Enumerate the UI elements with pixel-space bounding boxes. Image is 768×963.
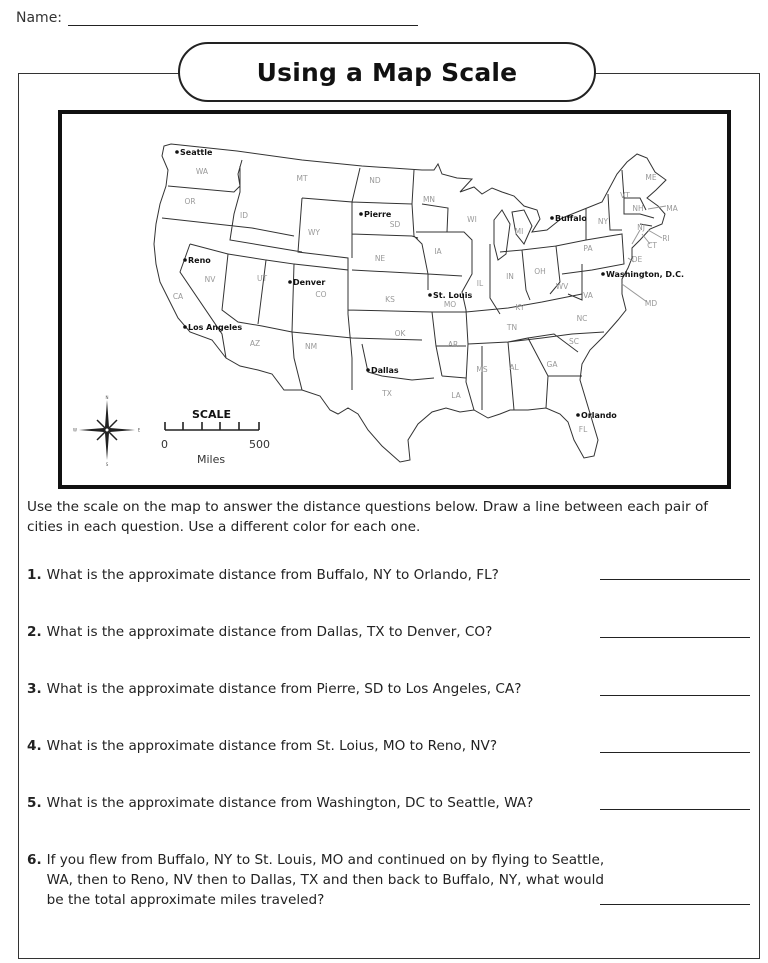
- state-label: FL: [578, 425, 588, 434]
- state-label: MT: [296, 174, 308, 183]
- state-label: KS: [385, 295, 395, 304]
- state-label: VA: [583, 291, 593, 300]
- city-marker: [601, 270, 684, 279]
- state-label: OR: [184, 197, 196, 206]
- state-label: MA: [666, 204, 678, 213]
- state-label: AR: [447, 340, 459, 349]
- state-label: SC: [569, 337, 579, 346]
- question-4: 4. What is the approximate distance from St. Loius, MO to Reno, NV?: [27, 738, 498, 754]
- state-label: MN: [422, 195, 436, 204]
- state-label: SD: [389, 220, 401, 229]
- answer-5-field[interactable]: [600, 809, 750, 810]
- question-1: 1. What is the approximate distance from Buffalo, NY to Orlando, FL?: [27, 567, 499, 583]
- scale-unit: Miles: [197, 453, 226, 466]
- state-label: CO: [315, 290, 327, 299]
- state-label: WI: [467, 215, 477, 224]
- svg-text:N: N: [105, 395, 109, 400]
- city-marker: [428, 291, 472, 300]
- state-label: VT: [620, 191, 630, 200]
- city-dot-icon: [175, 150, 179, 154]
- city-dot-icon: [576, 413, 580, 417]
- question-6: 6. If you flew from Buffalo, NY to St. Louis, MO and continued on by flying to Seattle, WA, then to Reno, NV then to Dallas, TX and then back to Buffalo, NY, what would be the total approximate miles traveled?: [27, 852, 605, 908]
- scale-min: 0: [161, 438, 168, 451]
- city-label: Los Angeles: [188, 323, 243, 332]
- page-title: Using a Map Scale: [256, 57, 518, 87]
- state-label: NV: [204, 275, 216, 284]
- name-row: [16, 9, 418, 26]
- state-label: NY: [597, 217, 609, 226]
- state-labels: [173, 167, 679, 434]
- state-label: TX: [382, 389, 392, 398]
- name-field[interactable]: [68, 9, 418, 26]
- city-label: Seattle: [180, 148, 213, 157]
- compass-rose-icon: [73, 395, 141, 467]
- city-dot-icon: [359, 212, 363, 216]
- state-label: WV: [555, 282, 569, 291]
- great-lakes: [494, 210, 532, 260]
- state-label: DE: [631, 255, 643, 264]
- state-label: NJ: [637, 223, 645, 232]
- svg-text:S: S: [105, 462, 109, 467]
- state-label: MI: [514, 227, 524, 236]
- state-label: MO: [443, 300, 457, 309]
- city-dot-icon: [288, 280, 292, 284]
- state-label: ME: [645, 173, 657, 182]
- city-marker: [183, 323, 242, 332]
- answer-1-field[interactable]: [600, 579, 750, 580]
- us-map: [58, 110, 731, 489]
- state-label: MD: [644, 299, 658, 308]
- state-label: IA: [434, 247, 442, 256]
- city-marker: [550, 214, 587, 223]
- state-label: WA: [195, 167, 209, 176]
- scale-max: 500: [249, 438, 270, 451]
- answer-2-field[interactable]: [600, 637, 750, 638]
- city-label: Washington, D.C.: [606, 270, 684, 279]
- state-label: ND: [369, 176, 381, 185]
- city-dot-icon: [183, 325, 187, 329]
- svg-text:E: E: [137, 427, 141, 433]
- city-marker: [366, 366, 399, 375]
- answer-6-field[interactable]: [600, 904, 750, 905]
- state-borders: [162, 160, 657, 410]
- state-label: OK: [394, 329, 406, 338]
- state-label: NE: [374, 254, 386, 263]
- city-dot-icon: [428, 293, 432, 297]
- state-label: CT: [647, 241, 657, 250]
- scale-title: SCALE: [192, 408, 232, 421]
- question-5: 5. What is the approximate distance from Washington, DC to Seattle, WA?: [27, 795, 534, 811]
- state-label: RI: [662, 234, 670, 243]
- state-label: MS: [476, 365, 488, 374]
- city-label: Buffalo: [555, 214, 587, 223]
- state-label: NC: [576, 314, 588, 323]
- state-label: NM: [304, 342, 318, 351]
- state-label: IL: [476, 279, 484, 288]
- state-label: WY: [308, 228, 320, 237]
- instructions: Use the scale on the map to answer the distance questions below. Draw a line between each pair of cities in each question. Use a different color for each one.: [27, 499, 709, 535]
- state-label: NH: [632, 204, 644, 213]
- state-label: UT: [256, 274, 268, 283]
- state-label: CA: [172, 292, 184, 301]
- city-dot-icon: [550, 216, 554, 220]
- city-marker: [175, 148, 213, 157]
- state-label: IN: [506, 272, 514, 281]
- question-3: 3. What is the approximate distance from Pierre, SD to Los Angeles, CA?: [27, 681, 522, 697]
- answer-4-field[interactable]: [600, 752, 750, 753]
- state-label: KY: [515, 303, 525, 312]
- state-label: ID: [240, 211, 248, 220]
- city-marker: [183, 256, 211, 265]
- us-map-svg: [62, 114, 727, 485]
- name-label: Name:: [16, 10, 63, 26]
- city-label: Orlando: [581, 411, 617, 420]
- city-marker: [288, 278, 325, 287]
- city-dot-icon: [601, 272, 605, 276]
- city-label: St. Louis: [433, 291, 473, 300]
- state-label: AZ: [249, 339, 261, 348]
- city-dot-icon: [183, 258, 187, 262]
- city-label: Denver: [293, 278, 326, 287]
- city-marker: [576, 411, 617, 420]
- state-label: GA: [546, 360, 558, 369]
- city-label: Dallas: [371, 366, 399, 375]
- state-label: LA: [451, 391, 461, 400]
- question-2: 2. What is the approximate distance from Dallas, TX to Denver, CO?: [27, 624, 493, 640]
- svg-text:W: W: [73, 427, 77, 433]
- state-label: OH: [534, 267, 546, 276]
- state-label: TN: [506, 323, 518, 332]
- city-label: Pierre: [364, 210, 392, 219]
- city-label: Reno: [188, 256, 211, 265]
- answer-3-field[interactable]: [600, 695, 750, 696]
- city-dot-icon: [366, 368, 370, 372]
- title-banner: [178, 42, 596, 102]
- city-marker: [359, 210, 392, 219]
- state-label: PA: [583, 244, 593, 253]
- map-scale: [161, 408, 270, 466]
- state-label: AL: [509, 363, 519, 372]
- city-labels: [172, 148, 684, 420]
